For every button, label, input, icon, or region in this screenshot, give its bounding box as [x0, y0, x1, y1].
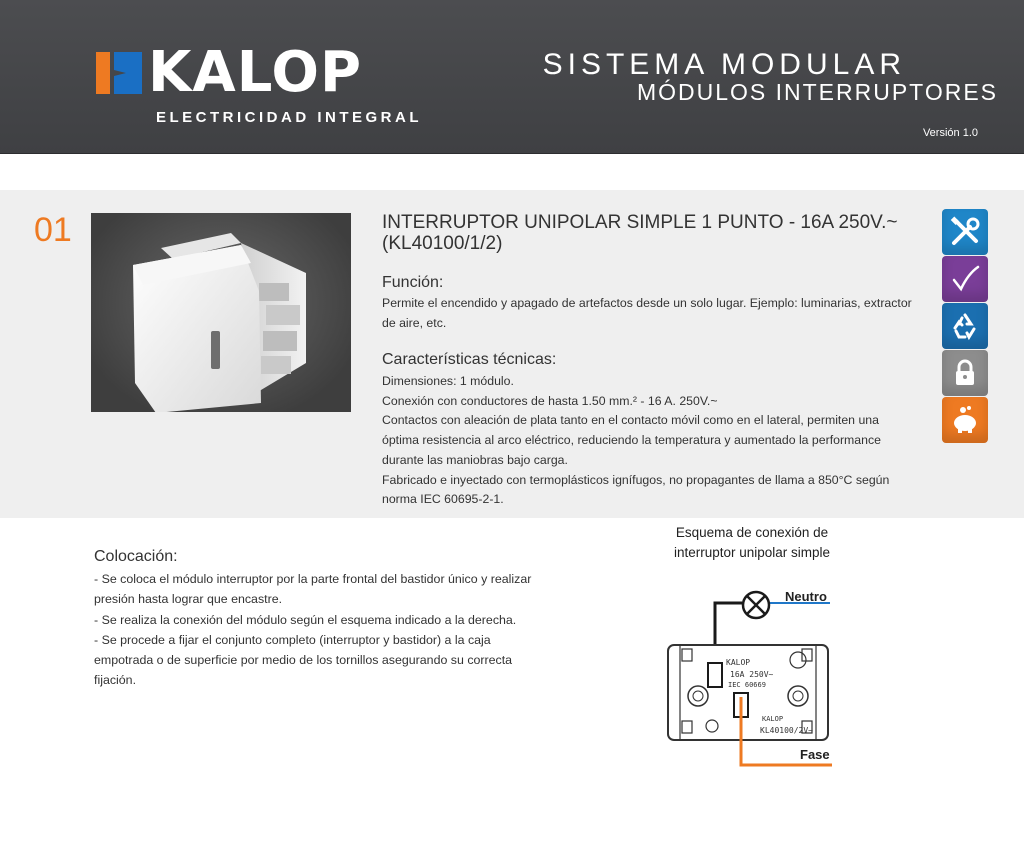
neutro-label: Neutro — [785, 589, 827, 604]
tools-icon — [942, 209, 988, 255]
fase-label: Fase — [800, 747, 830, 762]
diagram-title — [636, 523, 868, 563]
module-text-5: KL40100/2V~ — [760, 726, 813, 735]
colocacion-heading: Colocación: — [94, 548, 178, 565]
page-subtitle: MÓDULOS INTERRUPTORES — [636, 79, 998, 105]
colocacion-item: - Se procede a fijar el conjunto completo (interruptor y bastidor) a la caja empotrada o de superficie por medio de los tornillos asegurando su correcta fijación. — [94, 632, 513, 688]
diagram-title-line2: interruptor unipolar simple — [673, 545, 831, 560]
caracteristica-item: Fabricado e inyectado con termoplásticos ignífugos, no propagantes de llama a 850°C según norma IEC 60695-2-1. — [382, 472, 890, 507]
module-text-2: 16A 250V~ — [730, 670, 774, 679]
product-title-line1: INTERRUPTOR UNIPOLAR SIMPLE 1 PUNTO - 16A 250V.~ — [382, 212, 898, 233]
product-photo — [91, 213, 351, 412]
piggy-bank-icon — [942, 397, 988, 443]
product-title-line2: (KL40100/1/2) — [382, 233, 503, 254]
caracteristicas-list — [382, 372, 912, 510]
funcion-heading: Función: — [382, 274, 444, 291]
caracteristica-item: Dimensiones: 1 módulo. — [382, 374, 514, 388]
lock-icon — [942, 350, 988, 396]
diagram-title-line1: Esquema de conexión de — [675, 525, 829, 540]
module-text-3: IEC 60669 — [728, 681, 766, 689]
module-text-1: KALOP — [726, 658, 751, 667]
caracteristica-item: Contactos con aleación de plata tanto en el contacto móvil como en el lateral, permiten una óptima resistencia al arco eléctrico, reduciendo la temperatura y aumentado la performance durante las maniobras bajo carga. — [382, 413, 881, 467]
brand-tagline: ELECTRICIDAD INTEGRAL — [156, 109, 422, 126]
brand-name: KALOP — [148, 40, 363, 105]
caracteristica-item: Conexión con conductores de hasta 1.50 mm.² - 16 A. 250V.~ — [382, 393, 718, 408]
page-title: SISTEMA MODULAR — [542, 48, 906, 81]
colocacion-item: - Se realiza la conexión del módulo según el esquema indicado a la derecha. — [94, 612, 517, 627]
version-label: Versión 1.0 — [922, 127, 978, 139]
product-title — [382, 212, 922, 254]
module-text-4: KALOP — [762, 715, 784, 723]
item-number: 01 — [34, 211, 72, 249]
switch-module-image — [91, 213, 351, 412]
funcion-text: Permite el encendido y apagado de artefactos desde un solo lugar. Ejemplo: luminarias, extractor de aire, etc. — [382, 296, 912, 330]
colocacion-list — [94, 569, 544, 691]
kalop-logo-icon — [96, 52, 142, 94]
check-icon — [942, 256, 988, 302]
header — [0, 0, 1024, 154]
recycle-icon — [942, 303, 988, 349]
colocacion-item: - Se coloca el módulo interruptor por la parte frontal del bastidor único y realizar presión hasta lograr que encastre. — [94, 572, 532, 607]
caracteristicas-heading: Características técnicas: — [382, 351, 557, 368]
